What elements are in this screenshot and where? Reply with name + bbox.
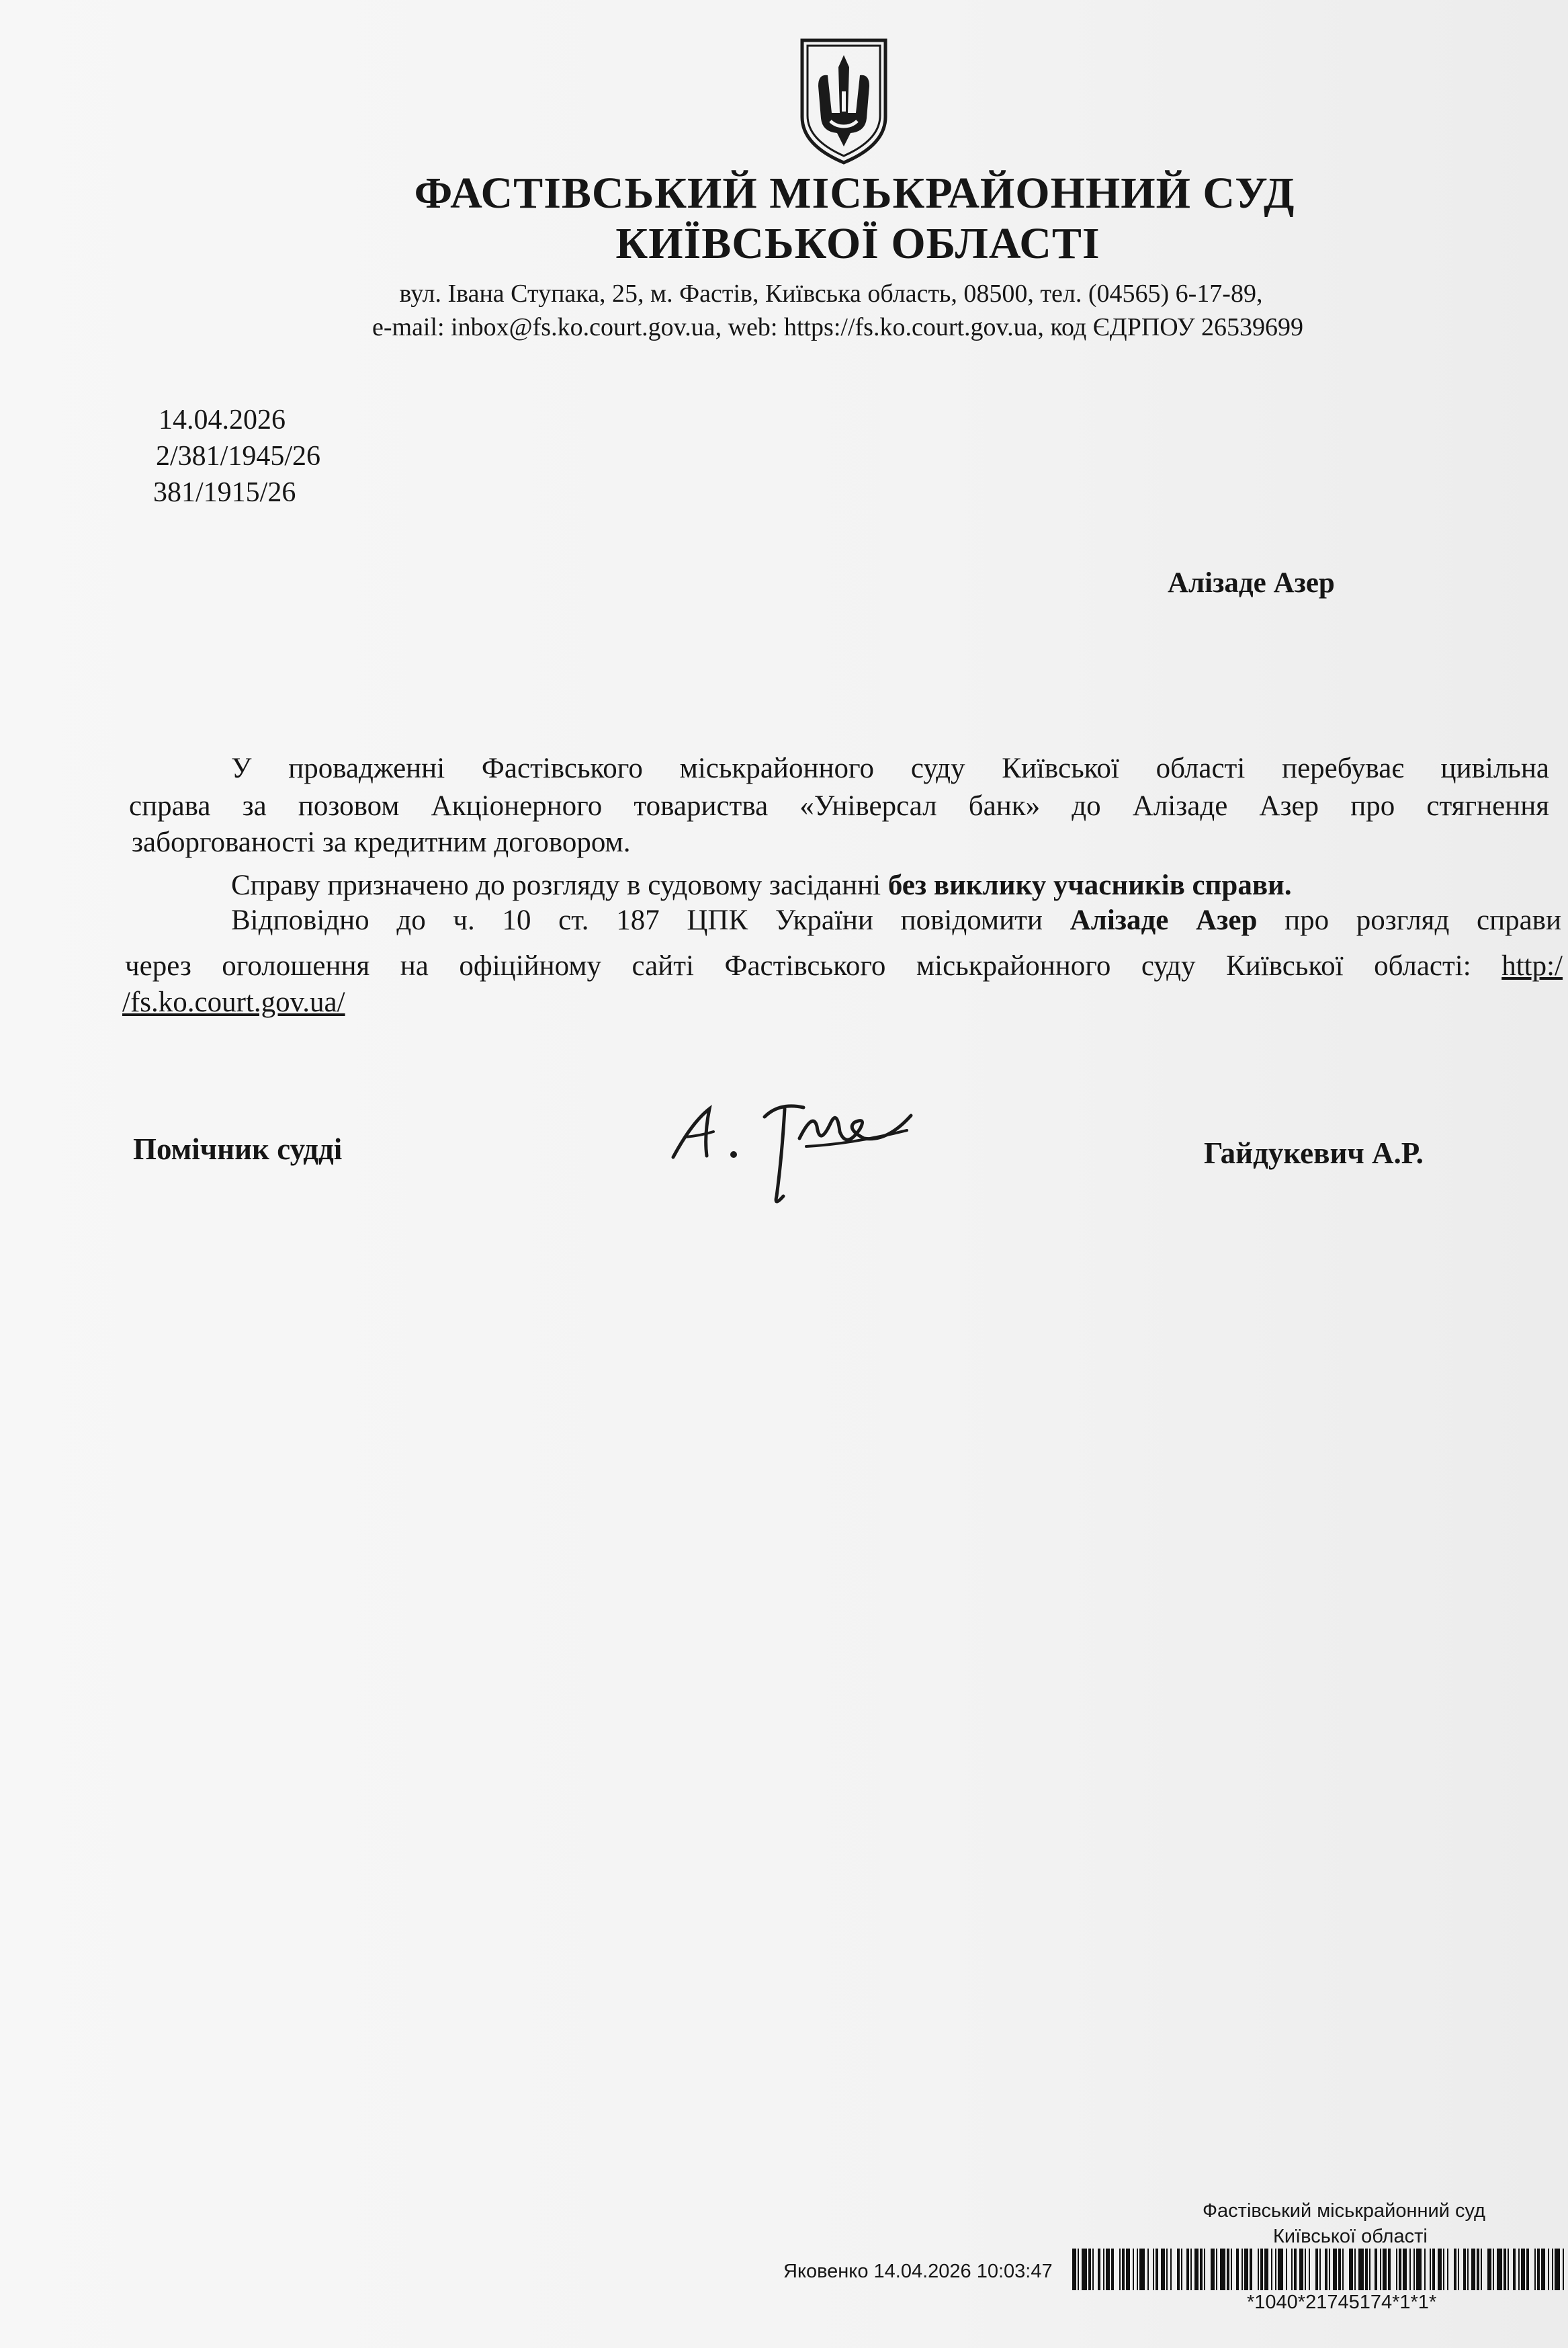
barcode-bar <box>1481 2249 1482 2290</box>
barcode-bar <box>1106 2249 1110 2290</box>
barcode-bar <box>1153 2249 1154 2290</box>
barcode-bar <box>1294 2249 1297 2290</box>
barcode-bar <box>1211 2249 1215 2290</box>
barcode-bar <box>1380 2249 1381 2290</box>
registration-info: Яковенко 14.04.2026 10:03:47 <box>783 2261 1053 2282</box>
barcode-bar <box>1299 2249 1303 2290</box>
body-paragraph-3-line-2-text: через оголошення на офіційному сайті Фастівського міськрайонного суду Київської області: <box>125 950 1502 982</box>
barcode-bar <box>1358 2249 1364 2290</box>
barcode-bar <box>1555 2249 1560 2290</box>
barcode-bar <box>1072 2249 1076 2290</box>
barcode-bar <box>1264 2249 1268 2290</box>
barcode-bar <box>1354 2249 1356 2290</box>
barcode-bar <box>1338 2249 1341 2290</box>
court-address: вул. Івана Ступака, 25, м. Фастів, Київська область, 08500, тел. (04565) 6-17-89, <box>399 280 1263 308</box>
barcode-bar <box>1137 2249 1138 2290</box>
body-paragraph-2 <box>231 871 1292 900</box>
barcode-bar <box>1126 2249 1130 2290</box>
court-website-link-part1[interactable]: http:/ <box>1501 950 1563 982</box>
barcode-bar <box>1424 2249 1426 2290</box>
barcode-bar <box>1166 2249 1168 2290</box>
barcode-bar <box>1098 2249 1100 2290</box>
barcode-bar <box>1258 2249 1259 2290</box>
barcode-bar <box>1383 2249 1387 2290</box>
barcode-bar <box>1467 2249 1469 2290</box>
barcode-bar <box>1504 2249 1506 2290</box>
barcode-icon <box>1071 2249 1568 2290</box>
body-paragraph-2-text: Справу призначено до розгляду в судовому засіданні <box>231 870 888 901</box>
court-name-line2: КИЇВСЬКОЇ ОБЛАСТІ <box>615 219 1100 268</box>
barcode-bar <box>1139 2249 1145 2290</box>
barcode-bar <box>1563 2249 1564 2290</box>
court-contacts: e-mail: inbox@fs.ko.court.gov.ua, web: https://fs.ko.court.gov.ua, код ЄДРПОУ 26539699 <box>372 313 1304 341</box>
barcode-bar <box>1409 2249 1411 2290</box>
barcode-bar <box>1236 2249 1239 2290</box>
barcode-bar <box>1325 2249 1327 2290</box>
barcode-bar <box>1204 2249 1205 2290</box>
barcode-bar <box>1493 2249 1494 2290</box>
barcode-bar <box>1513 2249 1516 2290</box>
barcode-bar <box>1082 2249 1087 2290</box>
barcode-bar <box>1534 2249 1536 2290</box>
barcode-bar <box>1463 2249 1466 2290</box>
barcode-bar <box>1181 2249 1182 2290</box>
barcode-bar <box>1278 2249 1283 2290</box>
barcode-number: *1040*21745174*1*1* <box>1247 2292 1437 2313</box>
barcode-bar <box>1250 2249 1252 2290</box>
barcode-bar <box>1497 2249 1502 2290</box>
barcode-bar <box>1227 2249 1229 2290</box>
barcode-bar <box>1518 2249 1520 2290</box>
body-paragraph-2-bold: без виклику учасників справи. <box>887 870 1292 901</box>
barcode-bar <box>1521 2249 1525 2290</box>
barcode-bar <box>1260 2249 1263 2290</box>
barcode-bar <box>1200 2249 1203 2290</box>
barcode-bar <box>1454 2249 1456 2290</box>
case-number: 381/1915/26 <box>153 477 296 508</box>
barcode-bar <box>1242 2249 1243 2290</box>
barcode-bar <box>1447 2249 1448 2290</box>
stamp-court-region: Київської області <box>1273 2226 1428 2247</box>
barcode-bar <box>1413 2249 1415 2290</box>
barcode-bar <box>1111 2249 1114 2290</box>
body-paragraph-1-line-2: справа за позовом Акціонерного товариства «Універсал банк» до Алізаде Азер про стягнення <box>129 790 1549 822</box>
barcode-bar <box>1170 2249 1172 2290</box>
barcode-bar <box>1291 2249 1293 2290</box>
barcode-bar <box>1430 2249 1431 2290</box>
barcode-bar <box>1319 2249 1321 2290</box>
trident-coat-of-arms-icon <box>798 38 889 165</box>
barcode-bar <box>1161 2249 1165 2290</box>
barcode-bar <box>1231 2249 1232 2290</box>
barcode-bar <box>1537 2249 1540 2290</box>
body-paragraph-3-text1: Відповідно до ч. 10 ст. 187 ЦПК України повідомити <box>231 905 1070 936</box>
barcode-bar <box>1349 2249 1353 2290</box>
barcode-bar <box>1244 2249 1248 2290</box>
barcode-bar <box>1088 2249 1091 2290</box>
signatory-name: Гайдукевич А.Р. <box>1204 1136 1424 1170</box>
court-website-link-part2[interactable]: /fs.ko.court.gov.ua/ <box>122 987 345 1018</box>
barcode-bar <box>1177 2249 1180 2290</box>
barcode-bar <box>1271 2249 1272 2290</box>
letter-date: 14.04.2026 <box>159 405 286 435</box>
barcode-bar <box>1342 2249 1344 2290</box>
barcode-bar <box>1329 2249 1330 2290</box>
barcode-bar <box>1477 2249 1479 2290</box>
court-name-line1: ФАСТІВСЬКИЙ МІСЬКРАЙОННИЙ СУД <box>414 169 1295 218</box>
barcode-bar <box>1133 2249 1134 2290</box>
outgoing-reference: 2/381/1945/26 <box>156 441 321 472</box>
barcode-bar <box>1403 2249 1407 2290</box>
barcode-bar <box>1458 2249 1459 2290</box>
barcode-bar <box>1078 2249 1079 2290</box>
barcode-bar <box>1122 2249 1125 2290</box>
barcode-bar <box>1309 2249 1310 2290</box>
barcode-bar <box>1541 2249 1545 2290</box>
barcode-bar <box>1416 2249 1422 2290</box>
barcode-bar <box>1275 2249 1276 2290</box>
body-paragraph-3-text2: про розгляд справи <box>1257 905 1561 936</box>
barcode-bar <box>1315 2249 1318 2290</box>
handwritten-signature-icon <box>665 1082 934 1216</box>
barcode-bar <box>1487 2249 1491 2290</box>
body-paragraph-3-bold: Алізаде Азер <box>1070 905 1258 936</box>
barcode-bar <box>1147 2249 1149 2290</box>
barcode-bar <box>1156 2249 1158 2290</box>
body-paragraph-1-line-1: У провадженні Фастівського міськрайонного суду Київської області перебуває цивільна <box>231 753 1549 784</box>
barcode-bar <box>1438 2249 1442 2290</box>
barcode-bar <box>1508 2249 1509 2290</box>
barcode-bar <box>1375 2249 1377 2290</box>
recipient-name: Алізаде Азер <box>1168 567 1335 599</box>
barcode-bar <box>1471 2249 1475 2290</box>
barcode-bar <box>1194 2249 1199 2290</box>
barcode-bar <box>1526 2249 1529 2290</box>
barcode-bar <box>1548 2249 1549 2290</box>
barcode-bar <box>1365 2249 1368 2290</box>
body-paragraph-3-line-2 <box>125 952 1563 980</box>
barcode-bar <box>1396 2249 1397 2290</box>
stamp-court-name: Фастівський міськрайонний суд <box>1203 2200 1485 2222</box>
body-paragraph-3-line-1 <box>231 906 1561 935</box>
barcode-bar <box>1103 2249 1104 2290</box>
barcode-bar <box>1432 2249 1435 2290</box>
barcode-bar <box>1092 2249 1094 2290</box>
barcode-bar <box>1220 2249 1225 2290</box>
barcode-bar <box>1216 2249 1217 2290</box>
signatory-position: Помічник судді <box>133 1132 343 1166</box>
barcode-bar <box>1333 2249 1337 2290</box>
barcode-bar <box>1190 2249 1192 2290</box>
barcode-bar <box>1443 2249 1444 2290</box>
barcode-bar <box>1186 2249 1189 2290</box>
body-paragraph-1-line-3: заборгованості за кредитним договором. <box>132 827 631 858</box>
barcode-bar <box>1369 2249 1370 2290</box>
barcode-bar <box>1305 2249 1306 2290</box>
barcode-bar <box>1399 2249 1401 2290</box>
barcode-bar <box>1388 2249 1391 2290</box>
barcode-bar <box>1286 2249 1287 2290</box>
barcode-bar <box>1552 2249 1553 2290</box>
barcode-bar <box>1119 2249 1121 2290</box>
